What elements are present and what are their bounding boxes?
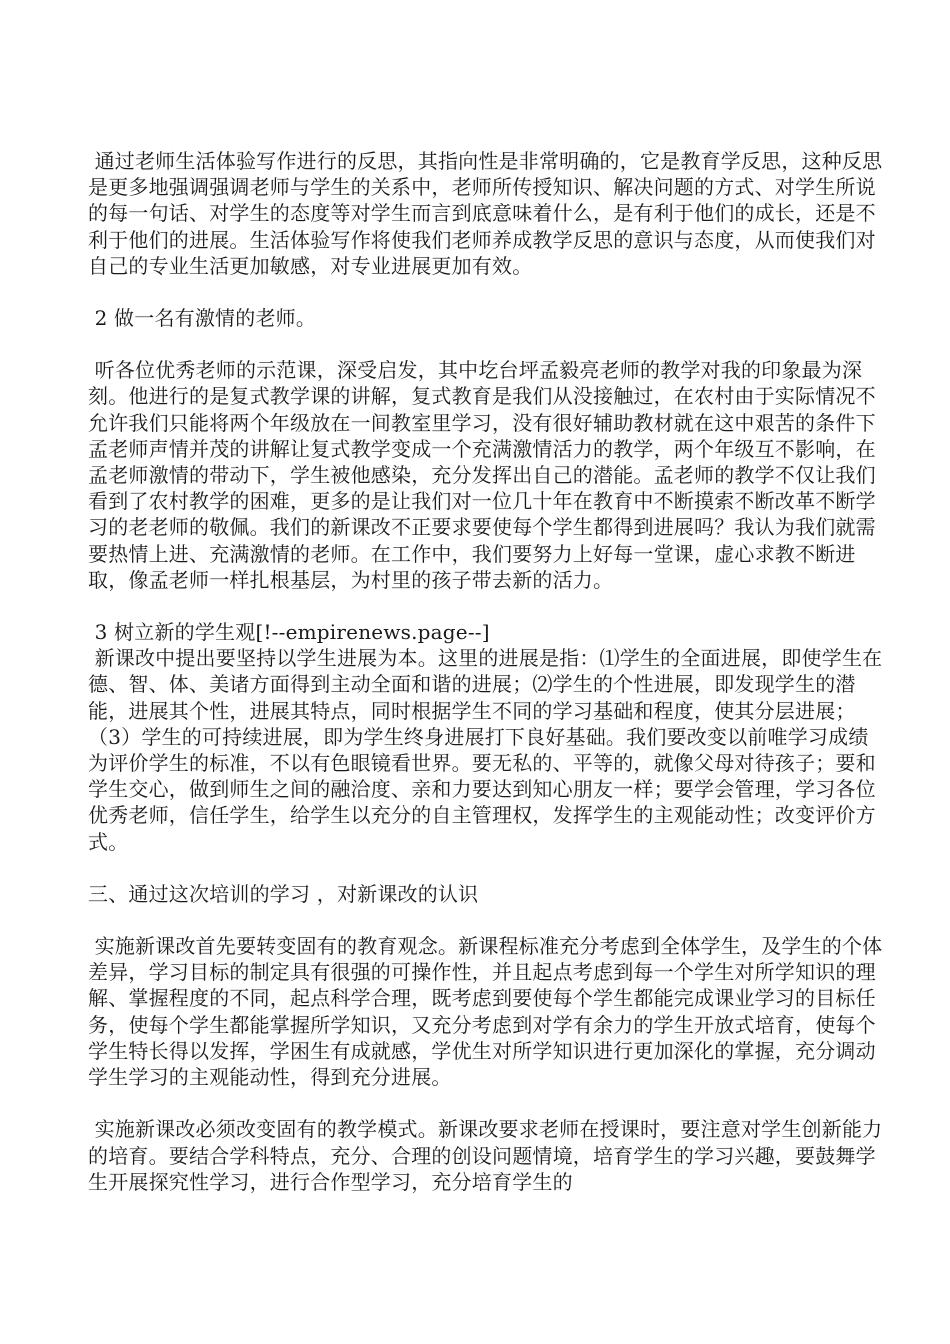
heading-student-view: 3 树立新的学生观[!--empirenews.page--]: [88, 620, 490, 645]
heading-passionate-teacher: 2 做一名有激情的老师。: [88, 306, 317, 331]
paragraph-reflection: 通过老师生活体验写作进行的反思，其指向性是非常明确的，它是教育学反思，这种反思是更多地强调强调老师与学生的关系中，老师所传授知识、解决问题的方式、对学生所说的每一句话、对学生的态度等对学生而言到底意味着什么，是有利于他们的成长，还是不利于他们的进展。生活体验写作将使我们老师养成教学反思的意识与态度，从而使我们对自己的专业生活更加敏感，对专业进展更加有效。: [88, 149, 883, 278]
paragraph-student-development: 新课改中提出要坚持以学生进展为本。这里的进展是指：⑴学生的全面进展，即使学生在德、智、体、美诸方面得到主动全面和谐的进展；⑵学生的个性进展，即发现学生的潜能，进展其个性，进展其特点，同时根据学生不同的学习基础和程度，使其分层进展；（3）学生的可持续进展，即为学生终身进展打下良好基础。我们要改变以前唯学习成绩为评价学生的标准，不以有色眼镜看世界。要无私的、平等的，就像父母对待孩子；要和学生交心，做到师生之间的融洽度、亲和力要达到知心朋友一样；要学会管理，学习各位优秀老师，信任学生，给学生以充分的自主管理权，发挥学生的主观能动性；改变评价方式。: [88, 646, 883, 854]
paragraph-teaching-mode: 实施新课改必须改变固有的教学模式。新课改要求老师在授课时，要注意对学生创新能力的培育。要结合学科特点，充分、合理的创设问题情境，培育学生的学习兴趣，要鼓舞学生开展探究性学习，进行合作型学习，充分培育学生的: [88, 1117, 883, 1194]
document-body: [88, 148, 888, 1195]
paragraph-demo-lesson: 听各位优秀老师的示范课，深受启发，其中圪台坪孟毅亮老师的教学对我的印象最为深刻。他进行的是复式教学课的讲解，复式教育是我们从没接触过，在农村由于实际情况不允许我们只能将两个年级放在一间教室里学习，没有很好辅助教材就在这中艰苦的条件下孟老师声情并茂的讲解让复式教学变成一个充满激情活力的教学，两个年级互不影响，在孟老师激情的带动下，学生被他感染，充分发挥出自己的潜能。孟老师的教学不仅让我们看到了农村教学的困难，更多的是让我们对一位几十年在教育中不断摸索不断改革不断学习的老老师的敬佩。我们的新课改不正要求要使每个学生都得到进展吗？我认为我们就需要热情上进、充满激情的老师。在工作中，我们要努力上好每一堂课，虚心求教不断进取，像孟老师一样扎根基层，为村里的孩子带去新的活力。: [88, 358, 876, 592]
paragraph-education-concept: 实施新课改首先要转变固有的教育观念。新课程标准充分考虑到全体学生，及学生的个体差异，学习目标的制定具有很强的可操作性，并且起点考虑到每一个学生对所学知识的理解、掌握程度的不同，起点科学合理，既考虑到要使每个学生都能完成课业学习的目标任务，使每个学生都能掌握所学知识，又充分考虑到对学有余力的学生开放式培育，使每个学生特长得以发挥，学困生有成就感，学优生对所学知识进行更加深化的掌握，充分调动学生学习的主观能动性，得到充分进展。: [88, 934, 883, 1090]
heading-section-three: 三、通过这次培训的学习 ，对新课改的认识: [88, 881, 479, 906]
